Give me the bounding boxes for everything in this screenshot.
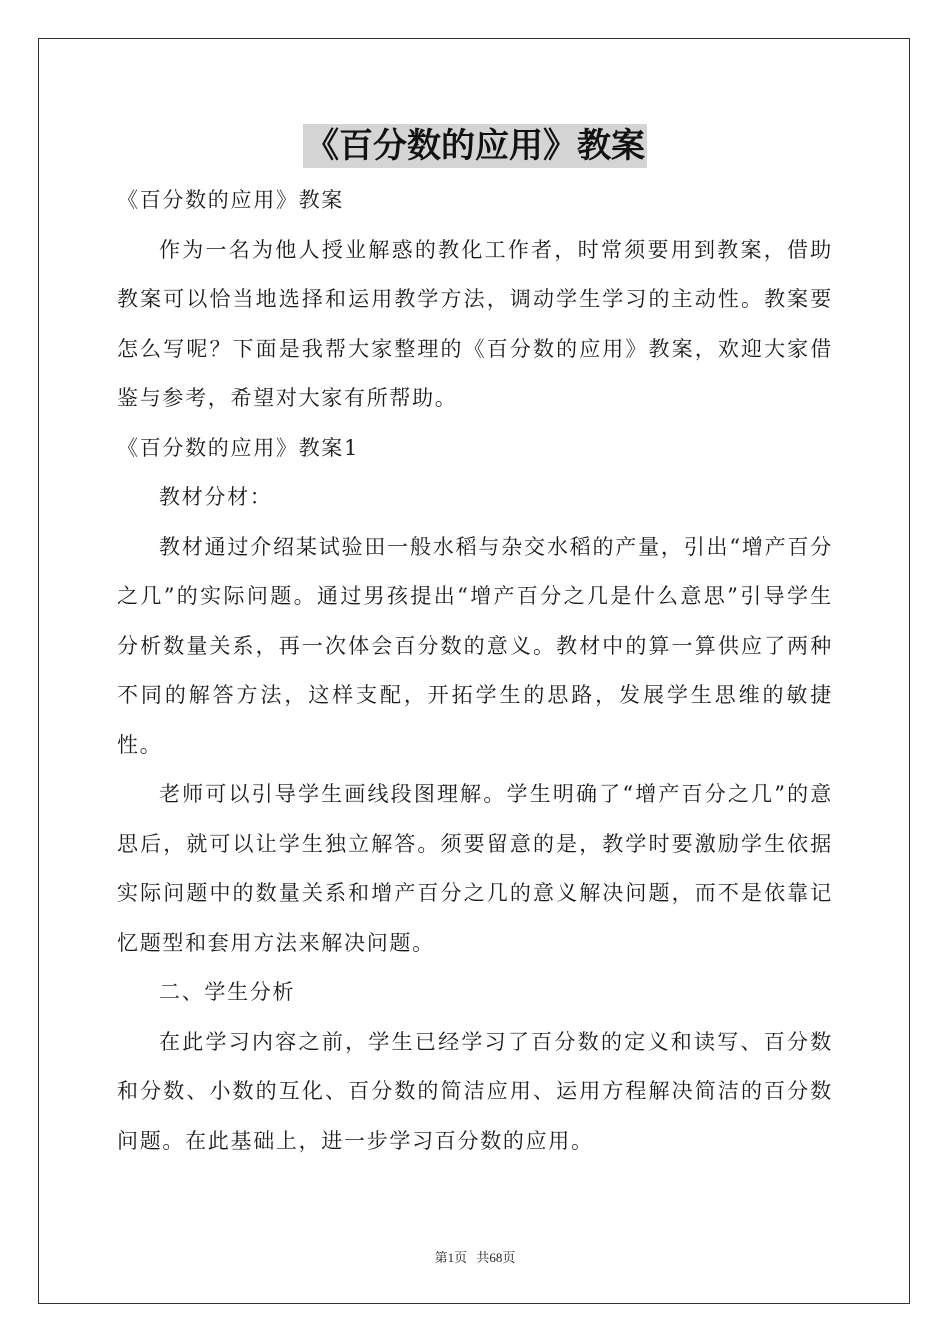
- student-analysis-heading: 二、学生分析: [159, 980, 296, 1004]
- document-title: 《百分数的应用》教案: [305, 126, 645, 166]
- body-paragraph: 教材通过介绍某试验田一般水稻与杂交水稻的产量，引出“增产百分之几”的实际问题。通过男孩提出“增产百分之几是什么意思”引导学生分析数量关系，再一次体会百分数的意义。教材中的算一算供应了两种不同的解答方法，这样支配，开拓学生的思路，发展学生思维的敏捷性。: [117, 534, 833, 757]
- section-heading-1: 《百分数的应用》教案1: [117, 435, 360, 460]
- body-paragraph: 老师可以引导学生画线段图理解。学生明确了“增产百分之几”的意思后，就可以让学生独立解答。须要留意的是，教学时要激励学生依据实际问题中的数量关系和增产百分之几的意义解决问题，而不是依靠记忆题型和套用方法来解决问题。: [117, 782, 833, 955]
- page-number: 第1页: [434, 1250, 468, 1265]
- subtitle-paragraph: 《百分数的应用》教案: [117, 188, 344, 212]
- page-total: 共68页: [476, 1250, 516, 1265]
- body-paragraph: 在此学习内容之前，学生已经学习了百分数的定义和读写、百分数和分数、小数的互化、百分数的简洁应用、运用方程解决简洁的百分数问题。在此基础上，进一步学习百分数的应用。: [117, 1029, 833, 1153]
- page-footer: [0, 1247, 950, 1266]
- title-container: [0, 124, 950, 168]
- material-analysis-heading: 教材分材：: [159, 485, 273, 509]
- intro-paragraph: 作为一名为他人授业解惑的教化工作者，时常须要用到教案，借助教案可以恰当地选择和运用教学方法，调动学生学习的主动性。教案要怎么写呢？下面是我帮大家整理的《百分数的应用》教案，欢迎大家借鉴与参考，希望对大家有所帮助。: [117, 237, 833, 410]
- document-body: [117, 176, 833, 1166]
